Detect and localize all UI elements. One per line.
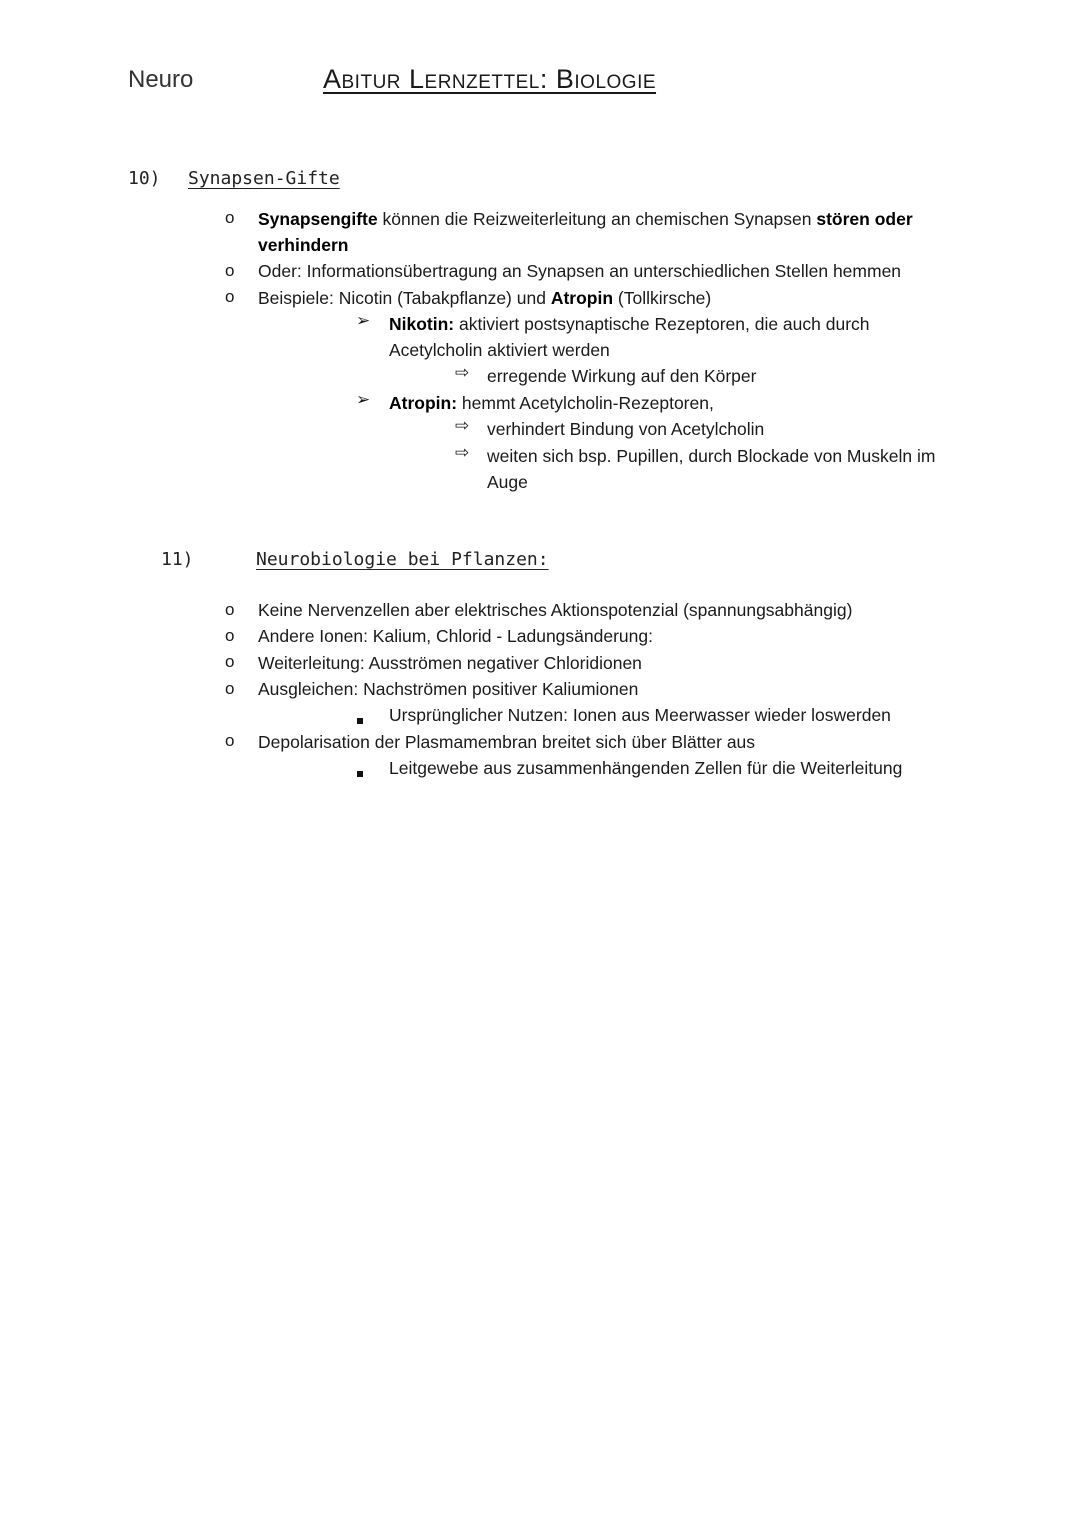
- bullet-text: Weiterleitung: Ausströmen negativer Chloridionen: [258, 653, 642, 673]
- bullet-text: Andere Ionen: Kalium, Chlorid - Ladungsänderung:: [258, 626, 653, 646]
- arrow-text-continuation: Auge: [487, 472, 528, 492]
- circle-bullet-icon: o: [225, 679, 235, 698]
- atropin-text: Atropin: hemmt Acetylcholin-Rezeptoren,: [389, 393, 714, 413]
- bullet-text: Beispiele: Nicotin (Tabakpflanze) und Atropin (Tollkirsche): [258, 288, 712, 308]
- bullet-text: Ausgleichen: Nachströmen positiver Kaliumionen: [258, 679, 639, 699]
- section-number: 11): [161, 549, 194, 570]
- bullet-text: Oder: Informationsübertragung an Synapsen an unterschiedlichen Stellen hemmen: [258, 261, 902, 281]
- circle-bullet-icon: o: [225, 652, 235, 671]
- bullet-text: Depolarisation der Plasmamembran breitet sich über Blätter aus: [258, 732, 756, 752]
- section-title: Synapsen-Gifte: [188, 168, 340, 189]
- arrow-text: erregende Wirkung auf den Körper: [487, 366, 757, 386]
- section-title: Neurobiologie bei Pflanzen:: [256, 549, 549, 570]
- square-bullet-icon: [357, 711, 363, 729]
- sub-bullet-text: Leitgewebe aus zusammenhängenden Zellen für die Weiterleitung: [389, 758, 903, 778]
- bullet-text-continuation: verhindern: [258, 235, 349, 255]
- circle-bullet-icon: o: [225, 208, 235, 227]
- nikotin-text: Nikotin: aktiviert postsynaptische Rezeptoren, die auch durch: [389, 314, 870, 334]
- nikotin-text-continuation: Acetylcholin aktiviert werden: [389, 340, 610, 360]
- arrow-bullet-icon: ⇨: [455, 363, 470, 382]
- triangle-bullet-icon: ➢: [356, 311, 371, 330]
- section-number: 10): [128, 168, 161, 189]
- circle-bullet-icon: o: [225, 261, 235, 280]
- bullet-text: Keine Nervenzellen aber elektrisches Aktionspotenzial (spannungsabhängig): [258, 600, 853, 620]
- term-synapsengifte: Synapsengifte: [258, 209, 378, 229]
- arrow-text: verhindert Bindung von Acetylcholin: [487, 419, 765, 439]
- triangle-bullet-icon: ➢: [356, 390, 371, 409]
- arrow-text: weiten sich bsp. Pupillen, durch Blockade von Muskeln im: [487, 446, 936, 466]
- bullet-text: Synapsengifte können die Reizweiterleitung an chemischen Synapsen stören oder: [258, 209, 913, 229]
- arrow-bullet-icon: ⇨: [455, 416, 470, 435]
- header-subject: Neuro: [128, 66, 194, 93]
- circle-bullet-icon: o: [225, 731, 235, 750]
- square-bullet-icon: [357, 764, 363, 782]
- circle-bullet-icon: o: [225, 600, 235, 619]
- sub-bullet-text: Ursprünglicher Nutzen: Ionen aus Meerwasser wieder loswerden: [389, 705, 891, 725]
- arrow-bullet-icon: ⇨: [455, 443, 470, 462]
- circle-bullet-icon: o: [225, 287, 235, 306]
- circle-bullet-icon: o: [225, 626, 235, 645]
- page-title: Abitur Lernzettel: Biologie: [323, 64, 657, 94]
